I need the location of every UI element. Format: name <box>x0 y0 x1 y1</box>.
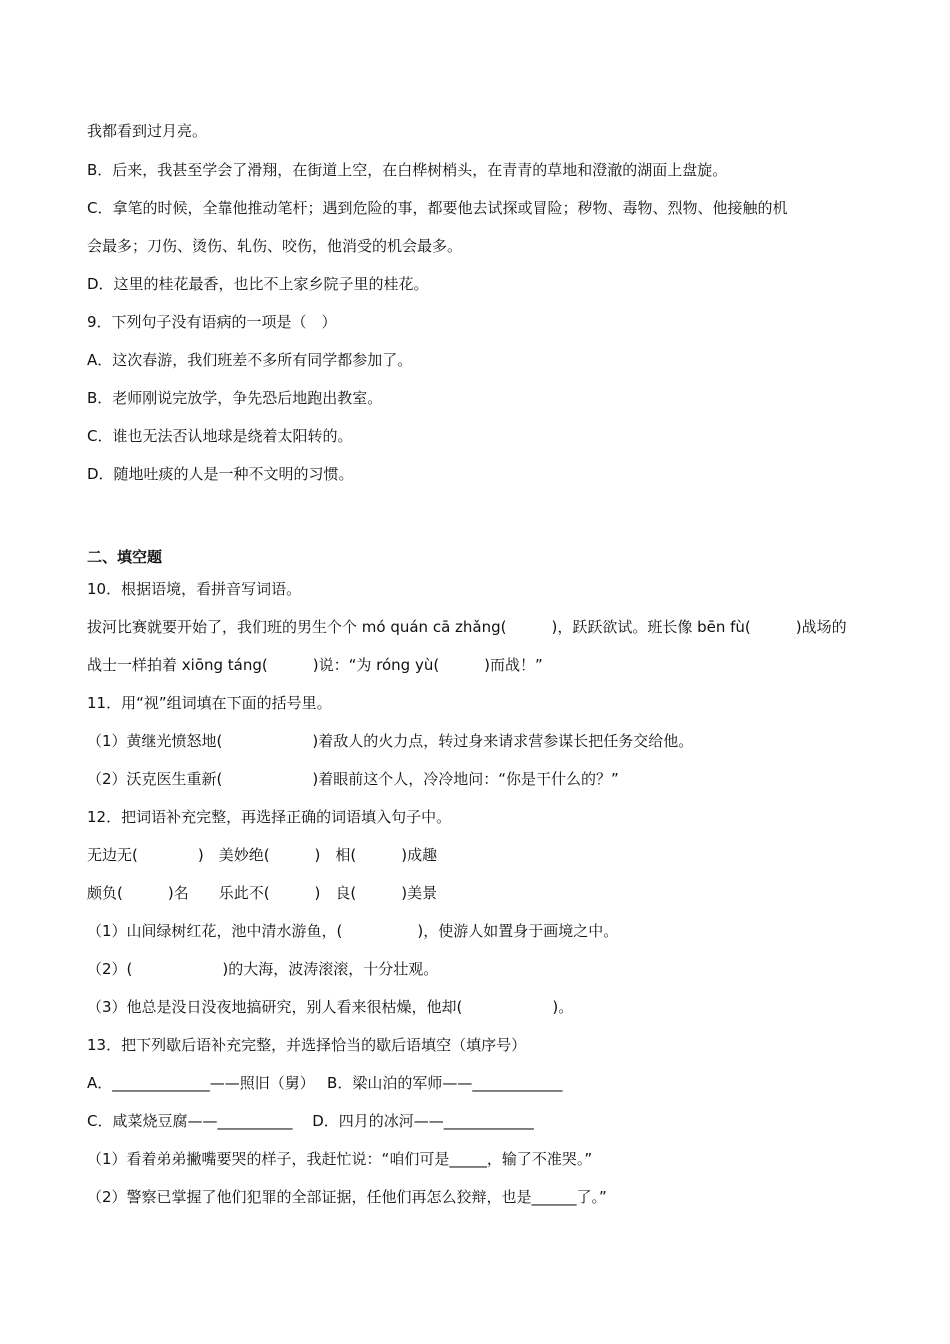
q13-options-cd: C．咸菜烧豆腐——__________ D．四月的冰河——____________ <box>87 1112 534 1130</box>
q12-word-row-2: 颇负( )名 乐此不( ) 良( )美景 <box>87 884 438 902</box>
q12-item-3: （3）他总是没日没夜地搞研究，别人看来很枯燥，他却( )。 <box>87 998 574 1016</box>
q10-stem: 10．根据语境，看拼音写词语。 <box>87 580 302 598</box>
q9-option-b: B．老师刚说完放学，争先恐后地跑出教室。 <box>87 389 383 407</box>
q13-stem: 13．把下列歇后语补充完整，并选择恰当的歇后语填空（填序号） <box>87 1036 527 1054</box>
q11-item-1: （1）黄继光愤怒地( )着敌人的火力点，转过身来请求营参谋长把任务交给他。 <box>87 732 694 750</box>
q8-option-b: B．后来，我甚至学会了滑翔，在街道上空，在白桦树梢头，在青青的草地和澄澈的湖面上盘旋。 <box>87 161 728 179</box>
q12-item-1: （1）山间绿树红花，池中清水游鱼，( )，使游人如置身于画境之中。 <box>87 922 619 940</box>
q9-option-d: D．随地吐痰的人是一种不文明的习惯。 <box>87 465 354 483</box>
q9-option-c: C．谁也无法否认地球是绕着太阳转的。 <box>87 427 353 445</box>
q8-option-c-line-2: 会最多；刀伤、烫伤、轧伤、咬伤，他消受的机会最多。 <box>87 237 463 255</box>
q12-stem: 12．把词语补充完整，再选择正确的词语填入句子中。 <box>87 808 452 826</box>
q9-option-a: A．这次春游，我们班差不多所有同学都参加了。 <box>87 351 413 369</box>
q12-item-2: （2）( )的大海，波涛滚滚，十分壮观。 <box>87 960 439 978</box>
q10-body-line-1: 拔河比赛就要开始了，我们班的男生个个 mó quán cā zhǎng( )，跃跃欲试。班长像 bēn fù( )战场的 <box>87 618 847 636</box>
q12-word-row-1: 无边无( ) 美妙绝( ) 相( )成趣 <box>87 846 438 864</box>
q10-body-line-2: 战士一样拍着 xiōng táng( )说：“为 róng yù( )而战！” <box>87 656 543 674</box>
q13-options-ab: A．_____________——照旧（舅） B．梁山泊的军师——____________ <box>87 1074 563 1092</box>
q9-stem: 9．下列句子没有语病的一项是（ ） <box>87 313 337 331</box>
q8-option-d: D．这里的桂花最香，也比不上家乡院子里的桂花。 <box>87 275 429 293</box>
section-heading-fill-in: 二、填空题 <box>87 548 163 566</box>
q13-item-1: （1）看着弟弟撇嘴要哭的样子，我赶忙说：“咱们可是_____，输了不准哭。” <box>87 1150 593 1168</box>
q13-item-2: （2）警察已掌握了他们犯罪的全部证据，任他们再怎么狡辩，也是______了。” <box>87 1188 607 1206</box>
q8-option-c-line-1: C．拿笔的时候，全靠他推动笔杆；遇到危险的事，都要他去试探或冒险；秽物、毒物、烈物、他接触的机 <box>87 199 788 217</box>
q11-item-2: （2）沃克医生重新( )着眼前这个人，冷冷地问：“你是干什么的？” <box>87 770 619 788</box>
q11-stem: 11．用“视”组词填在下面的括号里。 <box>87 694 332 712</box>
previous-answer-continued: 我都看到过月亮。 <box>87 122 208 140</box>
